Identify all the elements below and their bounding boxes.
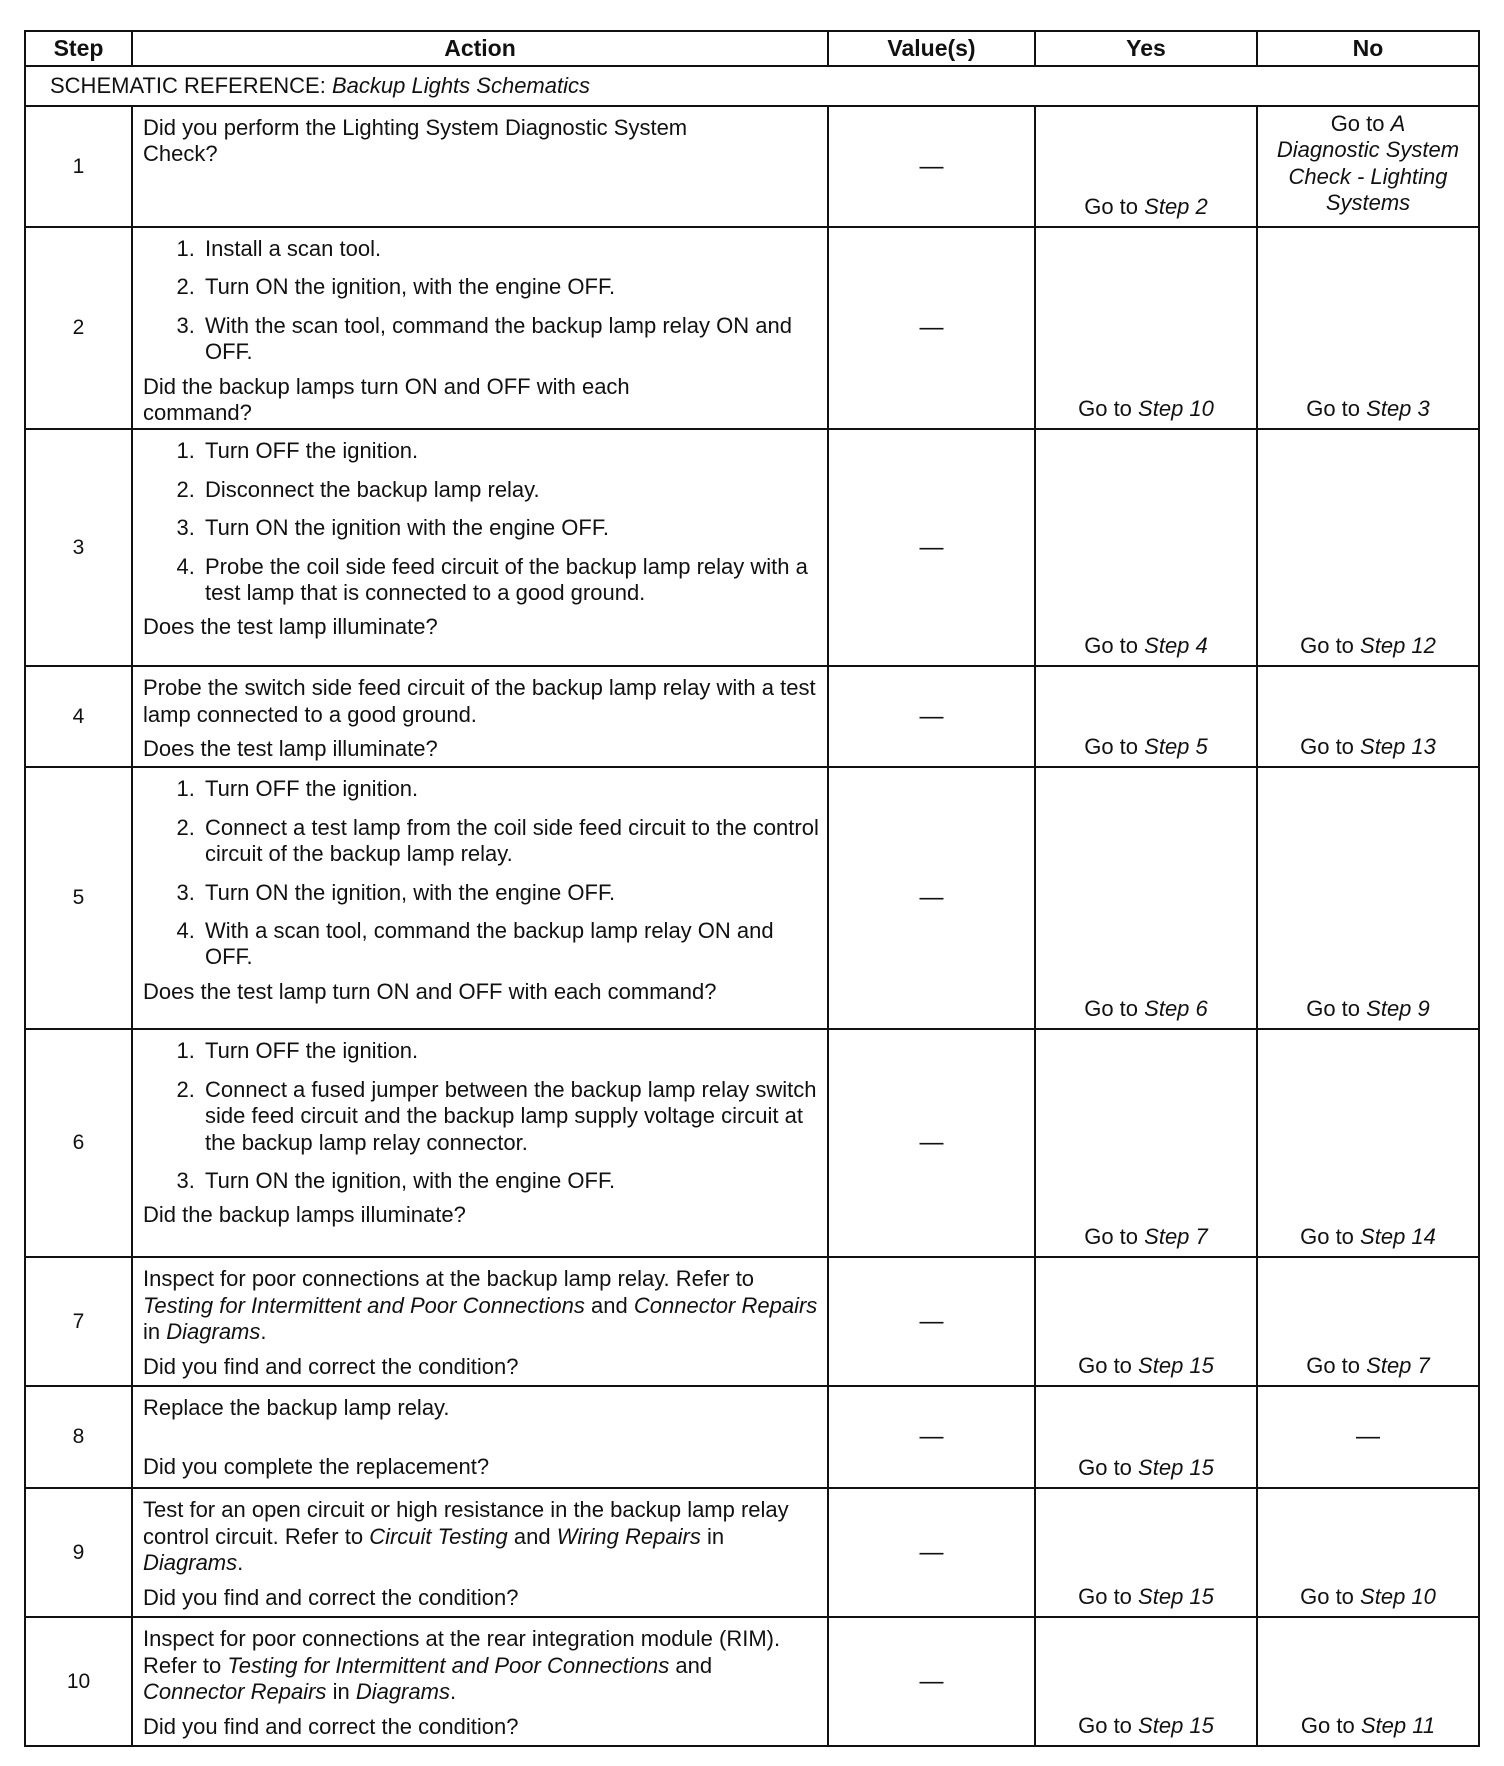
yes-cell: [1035, 1386, 1257, 1488]
value-cell: —: [828, 1617, 1035, 1746]
action-text-part: .: [237, 1550, 244, 1576]
yes-step-ref: Step 15: [1138, 1352, 1214, 1378]
step-number: 2: [25, 227, 132, 429]
step-number: 8: [25, 1386, 132, 1488]
no-cell: —: [1257, 1386, 1479, 1488]
instruction-list: [143, 1038, 819, 1194]
yes-step-ref: Step 15: [1138, 1454, 1214, 1480]
spacer: [143, 1430, 819, 1454]
table-row: [25, 1257, 1479, 1386]
header-no: No: [1257, 31, 1479, 66]
action-cell: [132, 106, 828, 227]
go-to-text: Go to: [1078, 1712, 1132, 1738]
table-row: [25, 429, 1479, 666]
no-cell: [1257, 1029, 1479, 1257]
table-row: [25, 666, 1479, 767]
header-yes: Yes: [1035, 31, 1257, 66]
action-text: Replace the backup lamp relay.: [143, 1395, 450, 1421]
no-step-ref: Diagnostic System Check - Lighting Systems: [1276, 137, 1460, 215]
header-action: Action: [132, 31, 828, 66]
yes-cell: [1035, 429, 1257, 666]
yes-step-ref: Step 15: [1138, 1583, 1214, 1609]
question-text: Does the test lamp illuminate?: [143, 614, 438, 640]
action-text-part: and: [675, 1652, 713, 1678]
instruction-item: 2. Connect a fused jumper between the backup lamp relay switch side feed circuit and the backup lamp supply voltage circuit at the backup lamp relay connector.: [201, 1077, 819, 1156]
value-cell: —: [828, 1029, 1035, 1257]
action-cell: [132, 1029, 828, 1257]
go-to-text: Go to: [1306, 395, 1361, 421]
table-row: [25, 1488, 1479, 1617]
instruction-list: [143, 438, 819, 606]
value-cell: —: [828, 106, 1035, 227]
go-to-text: Go to: [1306, 995, 1361, 1021]
reference-link: Wiring Repairs: [556, 1523, 701, 1549]
instruction-list: [143, 236, 819, 366]
reference-link: Diagrams: [355, 1679, 450, 1705]
instruction-item: 3. With the scan tool, command the backup lamp relay ON and OFF.: [201, 313, 819, 366]
table-row: [25, 106, 1479, 227]
reference-link: Connector Repairs: [143, 1679, 327, 1705]
action-cell: [132, 767, 828, 1029]
go-to-text: Go to: [1084, 995, 1139, 1021]
no-cell: [1257, 666, 1479, 767]
yes-step-ref: Step 7: [1144, 1223, 1208, 1249]
yes-step-ref: Step 10: [1138, 395, 1214, 421]
no-cell: [1257, 1617, 1479, 1746]
action-text-part: Inspect for poor connections at the rear integration module (RIM). Refer to: [143, 1626, 781, 1678]
yes-step-ref: Step 4: [1144, 632, 1208, 658]
go-to-text: Go to: [1078, 1454, 1132, 1480]
action-text-part: Test for an open circuit or high resistance in the backup lamp relay control circuit. Refer to: [143, 1497, 789, 1549]
action-text: [143, 1626, 819, 1705]
instruction-item: 1. Install a scan tool.: [201, 236, 819, 262]
no-step-ref: Step 11: [1360, 1712, 1436, 1738]
instruction-item: 4. Probe the coil side feed circuit of the backup lamp relay with a test lamp that is connected to a good ground.: [201, 554, 819, 607]
diagnostic-table: [24, 30, 1480, 1747]
no-cell: [1257, 767, 1479, 1029]
action-cell: [132, 227, 828, 429]
instruction-item: 1. Turn OFF the ignition.: [201, 438, 819, 464]
step-number: 7: [25, 1257, 132, 1386]
action-cell: [132, 429, 828, 666]
yes-step-ref: Step 2: [1144, 193, 1208, 219]
go-to-text: Go to: [1078, 1583, 1132, 1609]
action-text-part: and: [591, 1292, 628, 1318]
go-to-text: Go to: [1084, 193, 1139, 219]
no-step-ref: Step 9: [1366, 995, 1430, 1021]
no-cell: [1257, 227, 1479, 429]
action-cell: [132, 1257, 828, 1386]
instruction-item: 1. Turn OFF the ignition.: [201, 1038, 819, 1064]
step-number: 10: [25, 1617, 132, 1746]
go-to-text: Go to: [1300, 733, 1354, 759]
go-to-text: Go to: [1078, 395, 1132, 421]
step-number: 4: [25, 666, 132, 767]
header-values: Value(s): [828, 31, 1035, 66]
table-row: [25, 767, 1479, 1029]
action-text-part: in: [143, 1319, 161, 1345]
question-text: Did you complete the replacement?: [143, 1453, 490, 1479]
instruction-item: 4. With a scan tool, command the backup lamp relay ON and OFF.: [201, 918, 819, 971]
go-to-text: Go to: [1084, 1223, 1139, 1249]
no-cell: [1257, 106, 1479, 227]
instruction-item: 2. Disconnect the backup lamp relay.: [201, 477, 819, 503]
yes-cell: [1035, 767, 1257, 1029]
reference-link: Diagrams: [166, 1319, 261, 1345]
action-text: [143, 1266, 819, 1345]
no-ref-prefix: A: [1390, 110, 1406, 136]
yes-cell: [1035, 1617, 1257, 1746]
action-text-part: in: [706, 1523, 725, 1549]
no-step-ref: Step 14: [1360, 1223, 1436, 1249]
action-cell: [132, 1386, 828, 1488]
yes-step-ref: Step 15: [1138, 1712, 1214, 1738]
question-text: Did you find and correct the condition?: [143, 1584, 519, 1610]
question-text: Did the backup lamps illuminate?: [143, 1202, 466, 1228]
no-step-ref: Step 13: [1360, 733, 1436, 759]
action-cell: [132, 1617, 828, 1746]
no-step-ref: Step 10: [1360, 1583, 1436, 1609]
action-cell: [132, 666, 828, 767]
table-row: [25, 1617, 1479, 1746]
yes-cell: [1035, 106, 1257, 227]
header-row: [25, 31, 1479, 66]
reference-link: Diagrams: [143, 1550, 238, 1576]
instruction-item: 2. Connect a test lamp from the coil side feed circuit to the control circuit of the backup lamp relay.: [201, 815, 819, 868]
value-cell: —: [828, 227, 1035, 429]
table-row: [25, 1029, 1479, 1257]
value-cell: —: [828, 666, 1035, 767]
action-text-part: in: [332, 1679, 350, 1705]
no-cell: [1257, 1257, 1479, 1386]
question-text: Did you find and correct the condition?: [143, 1713, 519, 1739]
step-number: 1: [25, 106, 132, 227]
question-text: Did you perform the Lighting System Diagnostic System Check?: [143, 115, 688, 167]
step-number: 6: [25, 1029, 132, 1257]
action-cell: [132, 1488, 828, 1617]
go-to-text: Go to: [1300, 632, 1354, 658]
go-to-text: Go to: [1084, 733, 1139, 759]
no-step-ref: Step 12: [1360, 632, 1436, 658]
action-text-part: .: [260, 1319, 267, 1345]
question-text: Does the test lamp illuminate?: [143, 736, 438, 762]
value-cell: —: [828, 429, 1035, 666]
no-cell: [1257, 429, 1479, 666]
action-text: [143, 1497, 819, 1576]
question-text: Did the backup lamps turn ON and OFF with each command?: [143, 373, 630, 425]
step-number: 3: [25, 429, 132, 666]
instruction-item: 3. Turn ON the ignition, with the engine OFF.: [201, 880, 819, 906]
question-text: Does the test lamp turn ON and OFF with each command?: [143, 978, 717, 1004]
table-row: [25, 1386, 1479, 1488]
schematic-reference: [25, 66, 1479, 106]
value-cell: —: [828, 1257, 1035, 1386]
question-text: Did you find and correct the condition?: [143, 1353, 519, 1379]
no-cell: [1257, 1488, 1479, 1617]
yes-step-ref: Step 6: [1144, 995, 1208, 1021]
no-step-ref: Step 3: [1366, 395, 1430, 421]
action-text: Probe the switch side feed circuit of the backup lamp relay with a test lamp connected to a good ground.: [143, 675, 816, 727]
yes-step-ref: Step 5: [1144, 733, 1208, 759]
table-row: [25, 227, 1479, 429]
go-to-text: Go to: [1078, 1352, 1132, 1378]
yes-cell: [1035, 227, 1257, 429]
reference-link: Testing for Intermittent and Poor Connections: [227, 1652, 670, 1678]
instruction-list: [143, 776, 819, 970]
header-step: Step: [25, 31, 132, 66]
instruction-item: 1. Turn OFF the ignition.: [201, 776, 819, 802]
step-number: 5: [25, 767, 132, 1029]
action-text-part: .: [449, 1679, 457, 1705]
reference-link: Testing for Intermittent and Poor Connections: [143, 1292, 585, 1318]
go-to-text: Go to: [1300, 1583, 1354, 1609]
schematic-reference-link: Backup Lights Schematics: [331, 73, 590, 98]
reference-link: Connector Repairs: [633, 1292, 818, 1318]
go-to-text: Go to: [1330, 110, 1385, 136]
go-to-text: Go to: [1306, 1352, 1361, 1378]
schematic-reference-row: [25, 66, 1479, 106]
value-cell: —: [828, 1488, 1035, 1617]
no-step-ref: Step 7: [1366, 1352, 1430, 1378]
instruction-item: 2. Turn ON the ignition, with the engine OFF.: [201, 274, 819, 300]
schematic-reference-label: SCHEMATIC REFERENCE:: [50, 73, 326, 98]
go-to-text: Go to: [1300, 1712, 1355, 1738]
yes-cell: [1035, 666, 1257, 767]
go-to-text: Go to: [1084, 632, 1139, 658]
go-to-text: Go to: [1300, 1223, 1354, 1249]
action-text-part: and: [513, 1523, 551, 1549]
yes-cell: [1035, 1029, 1257, 1257]
yes-cell: [1035, 1257, 1257, 1386]
instruction-item: 3. Turn ON the ignition with the engine OFF.: [201, 515, 819, 541]
value-cell: —: [828, 1386, 1035, 1488]
value-cell: —: [828, 767, 1035, 1029]
step-number: 9: [25, 1488, 132, 1617]
instruction-item: 3. Turn ON the ignition, with the engine OFF.: [201, 1168, 819, 1194]
yes-cell: [1035, 1488, 1257, 1617]
action-text-part: Inspect for poor connections at the backup lamp relay. Refer to: [143, 1266, 755, 1292]
reference-link: Circuit Testing: [369, 1523, 508, 1549]
